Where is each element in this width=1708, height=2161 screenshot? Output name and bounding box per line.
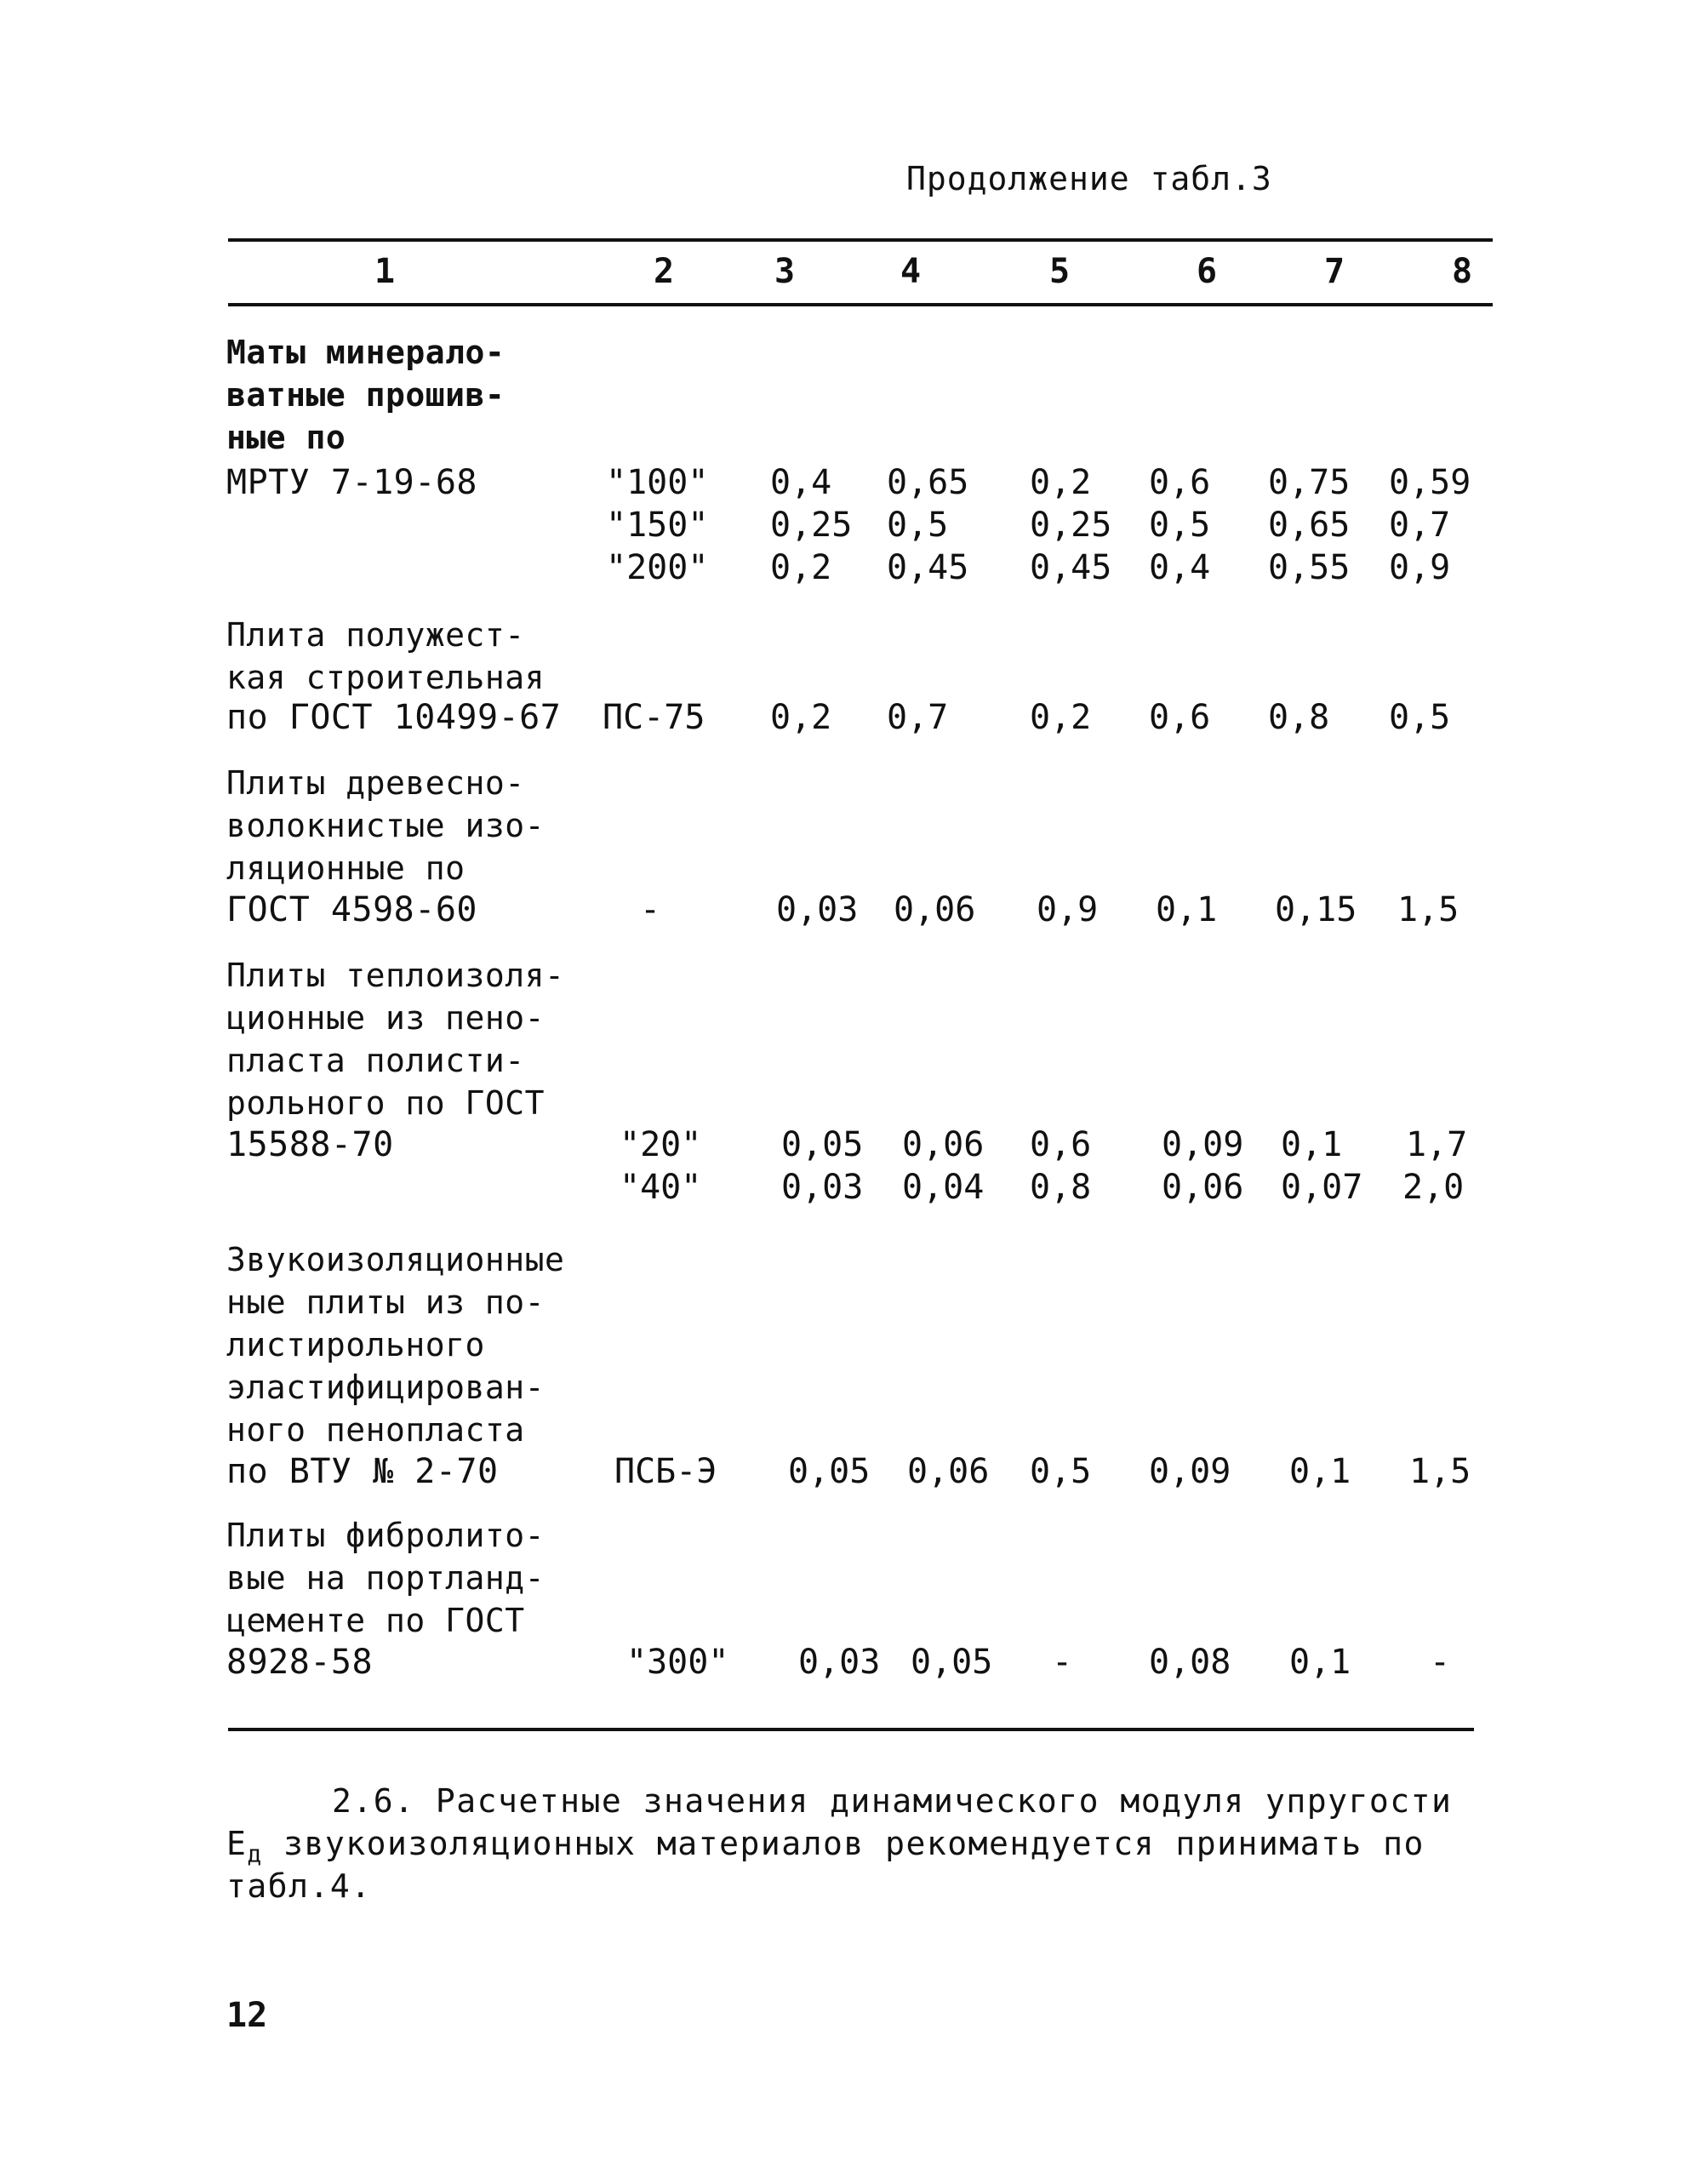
material-name-line: листирольного	[226, 1326, 485, 1363]
value-cell: 0,5	[1389, 698, 1451, 737]
grade-cell: "100"	[606, 463, 709, 502]
value-cell: 0,5	[1149, 506, 1211, 545]
column-header: 7	[1323, 252, 1345, 291]
value-cell: 0,15	[1275, 890, 1357, 929]
value-cell: 0,8	[1030, 1168, 1092, 1207]
material-name-line: Плиты теплоизоля-	[226, 957, 565, 994]
value-cell: 0,03	[798, 1643, 881, 1682]
column-header: 8	[1451, 252, 1473, 291]
value-cell: 0,08	[1149, 1643, 1231, 1682]
grade-cell: "300"	[626, 1643, 729, 1682]
paragraph-line	[226, 1825, 1425, 1868]
value-cell: 0,1	[1289, 1643, 1351, 1682]
material-name-line: кая строительная	[226, 659, 546, 696]
value-cell: 0,25	[1030, 506, 1112, 545]
value-cell: -	[1052, 1643, 1073, 1682]
material-name-line: ляционные по	[226, 849, 466, 887]
value-cell: 0,1	[1156, 890, 1218, 929]
value-cell: 0,7	[1389, 506, 1451, 545]
material-name-line: волокнистые изо-	[226, 807, 546, 844]
value-cell: 0,1	[1289, 1452, 1351, 1491]
value-cell: 0,2	[770, 548, 832, 587]
paragraph-line: 2.6. Расчетные значения динамического модуля упругости	[332, 1782, 1453, 1820]
material-name-line: вые на портланд-	[226, 1559, 546, 1597]
value-cell: 0,05	[788, 1452, 871, 1491]
material-name-line: по ГОСТ 10499-67	[226, 698, 562, 737]
column-header: 4	[900, 252, 922, 291]
material-name-line: ные плиты из по-	[226, 1283, 546, 1321]
value-cell: 0,1	[1281, 1125, 1343, 1164]
table-header-rule	[228, 303, 1493, 306]
value-cell: 0,45	[887, 548, 969, 587]
material-name-line: ного пенопласта	[226, 1411, 525, 1449]
grade-cell: "200"	[606, 548, 709, 587]
value-cell: 0,8	[1268, 698, 1330, 737]
column-header: 1	[374, 252, 396, 291]
value-cell: 0,03	[776, 890, 859, 929]
material-name-line: эластифицирован-	[226, 1369, 546, 1406]
value-cell: 0,2	[770, 698, 832, 737]
value-cell: 0,03	[781, 1168, 864, 1207]
value-cell: 0,55	[1268, 548, 1351, 587]
value-cell: 0,9	[1037, 890, 1099, 929]
modulus-subscript: д	[247, 1839, 263, 1868]
grade-cell: ПС-75	[603, 698, 705, 737]
value-cell: 0,6	[1149, 698, 1211, 737]
material-name-line: рольного по ГОСТ	[226, 1084, 546, 1122]
value-cell: 0,05	[911, 1643, 993, 1682]
grade-cell: "40"	[620, 1168, 702, 1207]
material-name-line: Плиты древесно-	[226, 764, 525, 802]
value-cell: 0,9	[1389, 548, 1451, 587]
material-name-line: ционные из пено-	[226, 999, 546, 1037]
paragraph-line-text: звукоизоляционных материалов рекомендуется принимать по	[262, 1825, 1425, 1862]
value-cell: 0,4	[770, 463, 832, 502]
page-number: 12	[226, 1996, 268, 2035]
value-cell: 0,2	[1030, 698, 1092, 737]
value-cell: 0,2	[1030, 463, 1092, 502]
table-top-rule	[228, 238, 1493, 242]
table-bottom-rule	[228, 1728, 1474, 1731]
material-name-line: ГОСТ 4598-60	[226, 890, 477, 929]
value-cell: 2,0	[1402, 1168, 1465, 1207]
material-name-line: Звукоизоляционные	[226, 1241, 565, 1278]
value-cell: 0,06	[894, 890, 976, 929]
material-name-line: МРТУ 7-19-68	[226, 463, 477, 502]
material-name-line: Плита полужест-	[226, 616, 525, 654]
table-caption: Продолжение табл.3	[906, 160, 1272, 197]
material-name-line: Маты минерало-	[226, 334, 506, 371]
value-cell: 0,05	[781, 1125, 864, 1164]
value-cell: 0,06	[1162, 1168, 1244, 1207]
paragraph-line: табл.4.	[226, 1867, 372, 1905]
grade-cell: "150"	[606, 506, 709, 545]
value-cell: 1,5	[1409, 1452, 1471, 1491]
value-cell: 0,07	[1281, 1168, 1363, 1207]
value-cell: 0,06	[907, 1452, 990, 1491]
column-header: 2	[653, 252, 675, 291]
modulus-symbol: Е	[226, 1825, 248, 1862]
value-cell: 1,5	[1397, 890, 1460, 929]
value-cell: 0,65	[1268, 506, 1351, 545]
value-cell: 0,6	[1030, 1125, 1092, 1164]
material-name-line: цементе по ГОСТ	[226, 1602, 525, 1639]
value-cell: 0,6	[1149, 463, 1211, 502]
material-name-line: пласта полисти-	[226, 1042, 525, 1079]
grade-cell: "20"	[620, 1125, 702, 1164]
material-name-line: ватные прошив-	[226, 376, 506, 414]
material-name-line: ные по	[226, 419, 346, 456]
value-cell: 0,04	[902, 1168, 985, 1207]
value-cell: 0,45	[1030, 548, 1112, 587]
value-cell: 0,06	[902, 1125, 985, 1164]
value-cell: 1,7	[1406, 1125, 1468, 1164]
value-cell: 0,75	[1268, 463, 1351, 502]
grade-cell: ПСБ-Э	[614, 1452, 717, 1491]
material-name-line: 8928-58	[226, 1643, 374, 1682]
value-cell: 0,5	[887, 506, 949, 545]
value-cell: 0,5	[1030, 1452, 1092, 1491]
value-cell: -	[1430, 1643, 1451, 1682]
value-cell: 0,4	[1149, 548, 1211, 587]
material-name-line: 15588-70	[226, 1125, 394, 1164]
column-header: 6	[1196, 252, 1218, 291]
value-cell: 0,09	[1149, 1452, 1231, 1491]
column-header: 3	[774, 252, 796, 291]
value-cell: 0,65	[887, 463, 969, 502]
value-cell: 0,7	[887, 698, 949, 737]
value-cell: 0,25	[770, 506, 853, 545]
value-cell: 0,59	[1389, 463, 1471, 502]
grade-cell: -	[640, 890, 661, 929]
value-cell: 0,09	[1162, 1125, 1244, 1164]
material-name-line: Плиты фибролито-	[226, 1517, 546, 1554]
material-name-line: по ВТУ № 2-70	[226, 1452, 499, 1491]
column-header: 5	[1048, 252, 1071, 291]
